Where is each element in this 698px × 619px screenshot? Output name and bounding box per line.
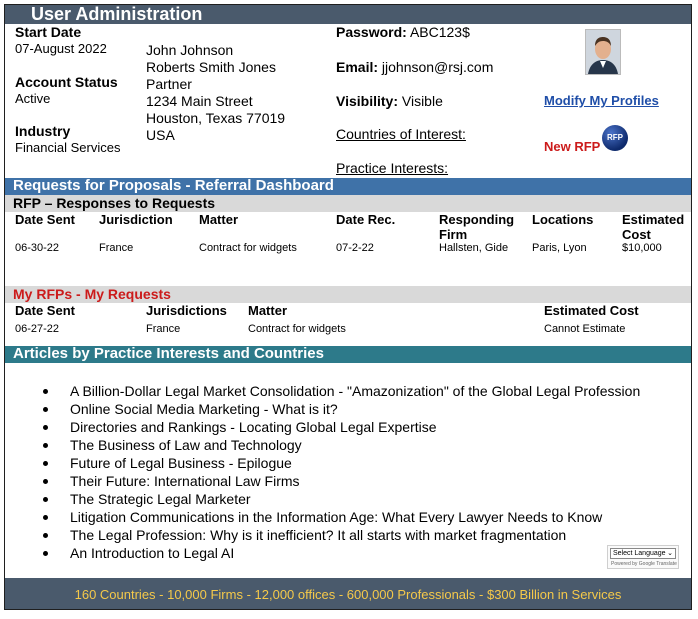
new-rfp-button[interactable]: New RFP: [544, 139, 601, 154]
table-cell-my-jurisdiction: France: [146, 323, 181, 335]
article-link[interactable]: Online Social Media Marketing - What is it?: [43, 400, 640, 418]
rfp-icon[interactable]: RFP: [602, 125, 628, 151]
email-row: [336, 59, 493, 75]
article-link[interactable]: A Billion-Dollar Legal Market Consolidation - "Amazonization" of the Global Legal Profession: [43, 382, 640, 400]
article-link[interactable]: The Strategic Legal Marketer: [43, 490, 640, 508]
col-my-estimated-cost: Estimated Cost: [544, 303, 639, 318]
col-locations: Locations: [532, 212, 594, 227]
table-cell-date-received: 07-2-22: [336, 242, 374, 254]
user-photo-icon: [586, 30, 620, 74]
chevron-down-icon: ⌄: [667, 550, 673, 557]
modify-profiles-link[interactable]: Modify My Profiles: [544, 93, 659, 108]
account-status-label: Account Status: [15, 74, 118, 90]
article-link[interactable]: Directories and Rankings - Locating Global Legal Expertise: [43, 418, 640, 436]
col-my-matter: Matter: [248, 303, 288, 318]
avatar: [585, 29, 621, 75]
col-jurisdiction: Jurisdiction: [99, 212, 173, 227]
start-date-value: 07-August 2022: [15, 41, 107, 56]
table-cell-my-matter: Contract for widgets: [248, 323, 346, 335]
visibility-row: [336, 93, 443, 109]
powered-by-google-translate: Powered by Google Translate: [611, 561, 677, 567]
street-address: 1234 Main Street: [146, 93, 253, 109]
col-responding-firm: Responding Firm: [439, 212, 515, 242]
address-block: [146, 42, 285, 144]
industry-label: Industry: [15, 123, 71, 139]
article-link[interactable]: Their Future: International Law Firms: [43, 472, 640, 490]
table-cell-responding-firm: Hallsten, Gide: [439, 242, 509, 254]
country: USA: [146, 127, 175, 143]
start-date-label: Start Date: [15, 24, 82, 40]
col-date-sent: Date Sent: [15, 212, 75, 227]
article-link[interactable]: The Legal Profession: Why is it inefficient? It all starts with market fragmentation: [43, 526, 640, 544]
col-date-received: Date Rec.: [336, 212, 396, 227]
article-link[interactable]: The Business of Law and Technology: [43, 436, 640, 454]
practice-interests-link[interactable]: Practice Interests:: [336, 160, 449, 176]
account-status-value: Active: [15, 91, 51, 106]
articles-header: Articles by Practice Interests and Countries: [5, 346, 691, 363]
password-label: Password:: [336, 24, 407, 40]
article-link[interactable]: Future of Legal Business - Epilogue: [43, 454, 640, 472]
page-title: User Administration: [5, 5, 691, 24]
footer-stats: 160 Countries - 10,000 Firms - 12,000 offices - 600,000 Professionals - $300 Billion in Services: [5, 578, 691, 610]
email-value: jjohnson@rsj.com: [381, 59, 494, 75]
rfp-dashboard-header: Requests for Proposals - Referral Dashboard: [5, 178, 691, 195]
article-link[interactable]: An Introduction to Legal AI: [43, 544, 640, 562]
col-estimated-cost: Estimated Cost: [622, 212, 685, 242]
contact-name: John Johnson: [146, 42, 234, 58]
email-label: Email:: [336, 59, 379, 75]
countries-of-interest-link[interactable]: Countries of Interest:: [336, 126, 466, 142]
table-cell-jurisdiction: France: [99, 242, 134, 254]
col-my-jurisdictions: Jurisdictions: [146, 303, 227, 318]
city-state-zip: Houston, Texas 77019: [146, 110, 286, 126]
industry-value: Financial Services: [15, 140, 121, 155]
language-select[interactable]: [610, 548, 676, 559]
table-cell-my-estimated-cost: Cannot Estimate: [544, 323, 626, 335]
table-cell-locations: Paris, Lyon: [532, 242, 587, 254]
user-admin-panel: [4, 4, 692, 610]
col-my-date-sent: Date Sent: [15, 303, 75, 318]
language-select-label: Select Language: [613, 550, 666, 557]
my-requests-header: My RFPs - My Requests: [5, 286, 691, 303]
table-cell-date-sent: 06-30-22: [15, 242, 60, 254]
password-value: ABC123$: [409, 24, 470, 40]
table-cell-matter: Contract for widgets: [199, 242, 297, 254]
col-matter: Matter: [199, 212, 239, 227]
translate-widget: [607, 545, 679, 569]
firm-name: Roberts Smith Jones: [146, 59, 276, 75]
articles-list: [43, 382, 640, 562]
article-link[interactable]: Litigation Communications in the Information Age: What Every Lawyer Needs to Know: [43, 508, 640, 526]
contact-position: Partner: [146, 76, 192, 92]
visibility-label: Visibility:: [336, 93, 398, 109]
rfp-responses-header: RFP – Responses to Requests: [5, 195, 691, 212]
visibility-value: Visible: [401, 93, 443, 109]
table-cell-estimated-cost: $10,000: [622, 242, 662, 254]
password-row: [336, 24, 470, 40]
table-cell-my-date-sent: 06-27-22: [15, 323, 60, 335]
